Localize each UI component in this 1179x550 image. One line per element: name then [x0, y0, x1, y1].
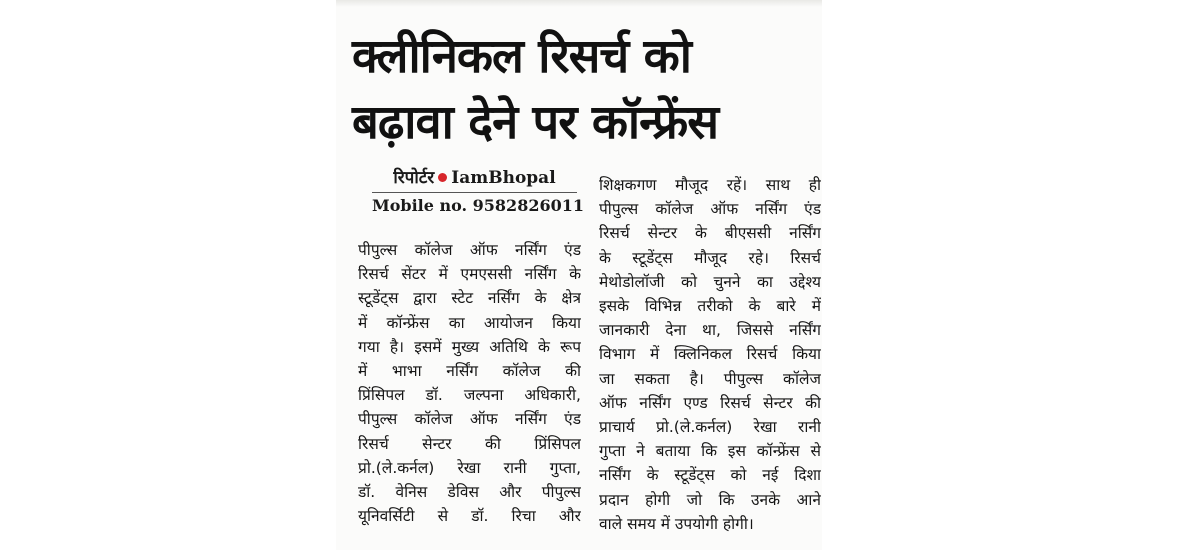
column-line: विभाग में क्लिनिकल रिसर्च किया [599, 345, 821, 364]
column-line: इसके विभिन्न तरीको के बारे में [599, 297, 821, 316]
column-line: रिसर्च सेन्टर के बीएससी नर्सिंग [599, 224, 821, 243]
column-line: नर्सिंग के स्टूडेंट्स को नई दिशा [599, 466, 821, 485]
column-line: पीपुल्स कॉलेज ऑफ नर्सिंग एंड [599, 200, 821, 219]
column-line: के स्टूडेंट्स मौजूद रहे। रिसर्च [599, 248, 821, 267]
red-dot-icon [438, 173, 447, 182]
column-line: गया है। इसमें मुख्य अतिथि के रूप [358, 337, 581, 356]
byline [372, 165, 584, 219]
column-line: प्रदान होगी जो कि उनके आने [599, 490, 821, 509]
column-line: मेथोडोलॉजी को चुनने का उद्देश्य [599, 272, 821, 291]
column-line: यूनिवर्सिटी से डॉ. रिचा और [358, 507, 581, 526]
headline-line-2: बढ़ावा देने पर कॉन्फ्रेंस [352, 95, 718, 150]
column-line: ऑफ नर्सिंग एण्ड रिसर्च सेन्टर की [599, 393, 821, 412]
column-line: में कॉन्फ्रेंस का आयोजन किया [358, 313, 581, 332]
byline-mobile [372, 193, 584, 219]
headline [352, 24, 822, 156]
column-line: वाले समय में उपयोगी होगी। [599, 514, 754, 533]
column-line: पीपुल्स कॉलेज ऑफ नर्सिंग एंड [358, 410, 581, 429]
reporter-source: IamBhopal [451, 168, 556, 188]
column-line: प्रिंसिपल डॉ. जल्पना अधिकारी, [358, 386, 581, 405]
headline-line-1: क्लीनिकल रिसर्च को [352, 29, 691, 84]
column-line: डॉ. वेनिस डेविस और पीपुल्स [358, 483, 581, 502]
column-line: जानकारी देना था, जिससे नर्सिंग [599, 321, 821, 340]
column-line: गुप्ता ने बताया कि इस कॉन्फ्रेंस से [599, 442, 821, 461]
reporter-label: रिपोर्टर [393, 168, 435, 188]
column-line: पीपुल्स कॉलेज ऑफ नर्सिंग एंड [358, 241, 581, 259]
article-column-2 [599, 173, 821, 536]
column-line: प्रो.(ले.कर्नल) रेखा रानी गुप्ता, [358, 458, 581, 477]
column-line: रिसर्च सेंटर में एमएससी नर्सिंग के [358, 265, 581, 284]
column-line: शिक्षकगण मौजूद रहें। साथ ही [599, 176, 821, 194]
column-line: स्टूडेंट्स द्वारा स्टेट नर्सिंग के क्षेत्र [358, 289, 581, 308]
column-line: जा सकता है। पीपुल्स कॉलेज [599, 369, 821, 388]
column-line: प्राचार्य प्रो.(ले.कर्नल) रेखा रानी [599, 418, 821, 437]
column-line: रिसर्च सेन्टर की प्रिंसिपल [358, 434, 581, 453]
column-line: में भाभा नर्सिंग कॉलेज की [358, 362, 581, 381]
byline-reporter [372, 165, 577, 193]
mobile-number: 9582826011 [472, 196, 584, 215]
clipping-top-edge [336, 0, 822, 7]
mobile-label: Mobile no. [372, 196, 468, 215]
article-column-1 [358, 238, 581, 528]
